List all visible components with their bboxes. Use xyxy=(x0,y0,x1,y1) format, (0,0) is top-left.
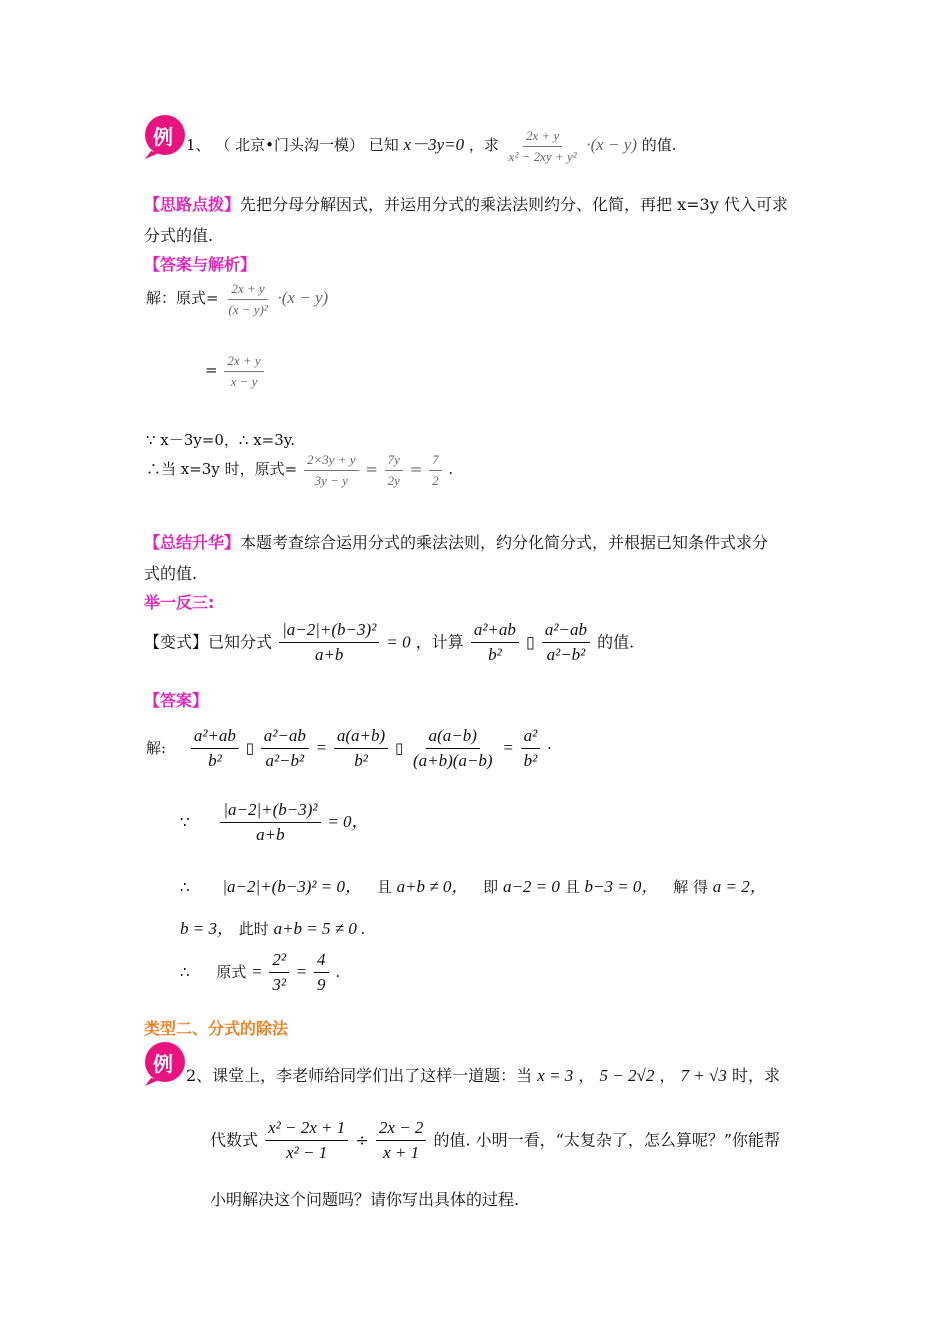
solution1-frac4-den: 2y xyxy=(387,472,400,488)
solution1-frac4 xyxy=(385,452,403,488)
example1-frac-num: 2x + y xyxy=(523,128,562,147)
variation-line xyxy=(144,620,634,666)
solution2-frac1 xyxy=(191,726,239,772)
hint-line2 xyxy=(144,223,213,246)
solution1-frac5-den: 2 xyxy=(432,472,439,488)
example2-line2 xyxy=(210,1118,780,1164)
solution1-frac1-num: 2x + y xyxy=(228,281,267,300)
solution2-line4-sum: a+b = 5 ≠ 0 . xyxy=(273,919,366,938)
solution2-line4-b: b = 3， xyxy=(180,919,234,938)
variation-suffix: 的值. xyxy=(597,632,635,652)
solution2-line5-frac2-num: 4 xyxy=(314,950,329,973)
solution1-end: . xyxy=(448,460,454,479)
solution2-line5-label: 原式 xyxy=(216,962,247,981)
example2-x-eq: x = 3 xyxy=(537,1066,574,1085)
solution1-prefix: 解：原式= xyxy=(146,289,219,308)
example2-comma2: ， xyxy=(659,1066,676,1085)
solution2-because-sym: ∵ xyxy=(180,812,190,831)
example2-number-text: 2、课堂上，李老师给同学们出了这样一道题：当 xyxy=(186,1066,533,1085)
solution1-frac1 xyxy=(225,281,270,317)
hint-text1: 先把分母分解因式，并运用分式的乘法法则约分、化简，再把 x=3y 代入可求 xyxy=(240,195,788,214)
solution2-frac3-den: b² xyxy=(354,751,368,771)
answer-title: 【答案】 xyxy=(144,691,209,710)
variation-cond-num: |a−2|+(b−3)² xyxy=(279,620,379,643)
summary-line1 xyxy=(144,530,768,553)
summary-label: 【总结升华】 xyxy=(144,533,241,552)
example1-line xyxy=(186,128,677,164)
solution1-because: ∵ x－3y=0，∴ x=3y. xyxy=(146,431,296,449)
example2-comma1: ， xyxy=(578,1066,595,1085)
solution2-end1: · xyxy=(547,738,552,757)
example2-div: ÷ xyxy=(355,1130,369,1150)
solution2-frac5-den: b² xyxy=(523,751,538,771)
solution1-frac3 xyxy=(304,452,359,488)
example1-condition: x－3y=0 xyxy=(403,135,465,155)
variation-cond-frac xyxy=(279,620,379,666)
solution2-frac5-num: a² xyxy=(521,726,541,749)
example2-badge-text: 例 xyxy=(153,1052,173,1076)
hint-line1 xyxy=(144,192,788,215)
solution2-because-line xyxy=(180,800,369,846)
solution2-frac3-num: a(a+b) xyxy=(334,726,388,749)
solution2-line5-eq2: = xyxy=(295,961,308,981)
hint-label: 【思路点拨】 xyxy=(144,195,241,214)
example2-val3: 7 + √3 xyxy=(680,1066,727,1085)
solution2-line5-frac2-den: 9 xyxy=(317,975,326,995)
example2-line1 xyxy=(186,1063,780,1086)
solution1-frac5-num: 7 xyxy=(429,452,442,471)
example2-frac2 xyxy=(376,1118,427,1164)
solution2-line4-mid: 此时 xyxy=(238,920,269,938)
solution2-cond-num: |a−2|+(b−3)² xyxy=(220,800,320,823)
solution2-line5-frac1-num: 2² xyxy=(269,950,289,973)
solution2-cond-frac xyxy=(220,800,320,846)
solution2-line3-res: a = 2， xyxy=(712,877,767,896)
solution1-line1 xyxy=(146,281,328,317)
solution1-frac3-den: 3y − y xyxy=(314,472,348,488)
solution2-line1 xyxy=(146,726,552,772)
solution1-frac1-den: (x − y)² xyxy=(228,301,268,317)
answer-analysis-title: 【答案与解析】 xyxy=(144,255,257,274)
variation-frac-b-num: a²−ab xyxy=(542,620,590,643)
solution2-therefore-line xyxy=(180,872,767,897)
solution2-line5-sym: ∴ xyxy=(180,962,190,981)
solution1-frac3-num: 2×3y + y xyxy=(304,452,359,471)
solution1-eq2: = xyxy=(365,460,378,479)
solution1-therefore xyxy=(146,452,453,488)
solution2-cond-rhs: = 0， xyxy=(327,811,369,831)
solution2-line5-frac1-den: 3² xyxy=(272,975,286,995)
solution2-line3-e2: b−3 = 0， xyxy=(584,877,659,896)
solution2-frac2 xyxy=(261,726,309,772)
summary-text2: 式的值. xyxy=(144,564,198,583)
solution2-line5-frac1 xyxy=(269,950,289,996)
solution2-line3-e1: a−2 = 0 xyxy=(502,877,560,896)
type2-title: 类型二、分式的除法 xyxy=(144,1019,289,1038)
example1-frac-den: x² − 2xy + y² xyxy=(508,148,577,164)
example1-number: 1、 xyxy=(186,136,211,155)
solution2-frac2-den: a²−b² xyxy=(265,751,305,771)
example2-frac2-num: 2x − 2 xyxy=(376,1118,427,1141)
variation-cond-den: a+b xyxy=(314,645,344,665)
solution1-factor: ·(x − y) xyxy=(277,288,329,308)
summary-line2 xyxy=(144,561,197,584)
solution2-frac5 xyxy=(521,726,541,772)
solution2-line3-ie: 即 xyxy=(483,878,499,896)
solution2-frac4 xyxy=(410,726,496,772)
variation-cond-rhs: = 0 xyxy=(386,632,411,652)
solution1-eq: = xyxy=(205,361,218,380)
example1-factor: ·(x − y) xyxy=(586,135,638,155)
solution2-op2: ▯ xyxy=(394,738,404,757)
variation-calc: ，计算 xyxy=(415,632,464,652)
solution1-frac2-num: 2x + y xyxy=(224,353,263,372)
solution2-frac2-num: a²−ab xyxy=(261,726,309,749)
example2-line2-tail: 的值. 小明一看，“太复杂了，怎么算呢？”你能帮 xyxy=(433,1130,781,1150)
solution1-therefore-prefix: ∴当 x=3y 时，原式= xyxy=(146,460,298,479)
variation-frac-a-den: b² xyxy=(488,645,502,665)
example2-line3: 小明解决这个问题吗？请你写出具体的过程. xyxy=(210,1190,520,1209)
solution2-line5 xyxy=(180,950,340,996)
hint-text2: 分式的值. xyxy=(144,226,214,245)
solution2-cond-den: a+b xyxy=(256,825,285,845)
example2-frac1-num: x² − 2x + 1 xyxy=(265,1118,348,1141)
summary-text1: 本题考查综合运用分式的乘法法则，约分化简分式，并根据已知条件式求分 xyxy=(240,533,769,552)
solution2-line3-solve: 解 得 xyxy=(673,878,708,896)
solution2-prefix: 解: xyxy=(146,738,167,757)
example1-suffix: 的值. xyxy=(641,136,677,155)
solution2-line5-eq: = xyxy=(251,961,263,981)
solution2-op1: ▯ xyxy=(245,738,254,757)
variation-frac-b xyxy=(542,620,590,666)
solution2-frac1-num: a²+ab xyxy=(191,726,239,749)
solution2-frac3 xyxy=(334,726,388,772)
example1-ask: ，求 xyxy=(468,136,499,155)
example-badge-text: 例 xyxy=(153,125,173,149)
example1-source: （ 北京•门头沟一模） xyxy=(215,136,364,155)
example2-tail: 时，求 xyxy=(731,1066,780,1085)
variation-title: 举一反三: xyxy=(144,593,215,612)
solution2-frac4-den: (a+b)(a−b) xyxy=(413,751,493,771)
solution2-eq1: = xyxy=(315,737,328,757)
solution2-line3-eq: |a−2|+(b−3)² = 0， xyxy=(222,877,362,896)
example2-frac2-den: x + 1 xyxy=(383,1143,420,1163)
variation-prefix: 【变式】已知分式 xyxy=(144,632,273,652)
solution1-frac2 xyxy=(224,353,263,389)
example2-val2: 5 − 2√2 xyxy=(599,1066,655,1085)
solution2-frac4-num: a(a−b) xyxy=(426,726,480,749)
solution2-line3-ineq: a+b ≠ 0， xyxy=(396,877,469,896)
solution1-frac4-num: 7y xyxy=(385,452,403,471)
solution2-eq2: = xyxy=(502,737,514,757)
variation-op: ▯ xyxy=(526,632,535,652)
solution2-line3-and: 且 xyxy=(376,878,392,896)
example1-fraction xyxy=(506,128,580,164)
example2-frac1-den: x² − 1 xyxy=(286,1143,328,1163)
variation-frac-b-den: a²−b² xyxy=(546,645,586,665)
solution2-line4 xyxy=(180,914,365,939)
solution2-line5-end: . xyxy=(335,962,341,981)
variation-frac-a xyxy=(471,620,519,666)
solution1-eq3: = xyxy=(409,460,423,479)
example1-condition-prefix: 已知 xyxy=(368,136,399,155)
solution2-line3-and2: 且 xyxy=(564,878,580,896)
example2-line2-prefix: 代数式 xyxy=(210,1130,259,1150)
solution1-frac2-den: x − y xyxy=(230,373,258,389)
example2-frac1 xyxy=(265,1118,348,1164)
solution1-line2 xyxy=(205,353,266,389)
solution2-line5-frac2 xyxy=(314,950,329,996)
solution2-frac1-den: b² xyxy=(208,751,222,771)
solution2-therefore-sym: ∴ xyxy=(180,878,190,896)
solution1-frac5 xyxy=(429,452,442,488)
variation-frac-a-num: a²+ab xyxy=(471,620,519,643)
